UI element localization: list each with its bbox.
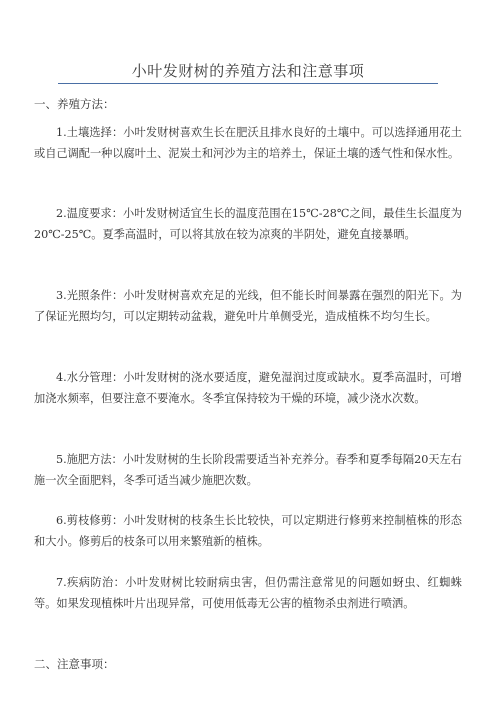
document-title: 小叶发财树的养殖方法和注意事项 <box>131 62 365 80</box>
section-heading-methods: 一、养殖方法： <box>34 97 115 111</box>
paragraph-light: 3.光照条件：小叶发财树喜欢充足的光线，但不能长时间暴露在强烈的阳光下。为了保证光照均匀，可以定期转动盆栽，避免叶片单侧受光，造成植株不均匀生长。 <box>34 289 462 323</box>
section-heading-notes: 二、注意事项： <box>34 657 115 671</box>
paragraph-water: 4.水分管理：小叶发财树的浇水要适度，避免湿润过度或缺水。夏季高温时，可增加浇水频率，但要注意不要淹水。冬季宜保持较为干燥的环境，减少浇水次数。 <box>34 371 462 405</box>
paragraph-pruning: 6.剪枝修剪：小叶发财树的枝条生长比较快，可以定期进行修剪来控制植株的形态和大小。修剪后的枝条可以用来繁殖新的植株。 <box>34 514 462 548</box>
paragraph-fertilizer: 5.施肥方法：小叶发财树的生长阶段需要适当补充养分。春季和夏季每隔20天左右施一次全面肥料，冬季可适当减少施肥次数。 <box>34 453 462 487</box>
paragraph-disease: 7.疾病防治：小叶发财树比较耐病虫害，但仍需注意常见的问题如蚜虫、红蜘蛛等。如果发现植株叶片出现异常，可使用低毒无公害的植物杀虫剂进行喷洒。 <box>34 576 462 610</box>
paragraph-temperature: 2.温度要求：小叶发财树适宜生长的温度范围在15℃-28℃之间，最佳生长温度为 20℃-25℃。夏季高温时，可以将其放在较为凉爽的半阴处，避免直接暴晒。 <box>34 207 462 241</box>
title-underline <box>58 83 438 84</box>
paragraph-soil: 1.土壤选择：小叶发财树喜欢生长在肥沃且排水良好的土壤中。可以选择通用花土或自己调配一种以腐叶土、泥炭土和河沙为主的培养土，保证土壤的透气性和保水性。 <box>34 126 462 160</box>
